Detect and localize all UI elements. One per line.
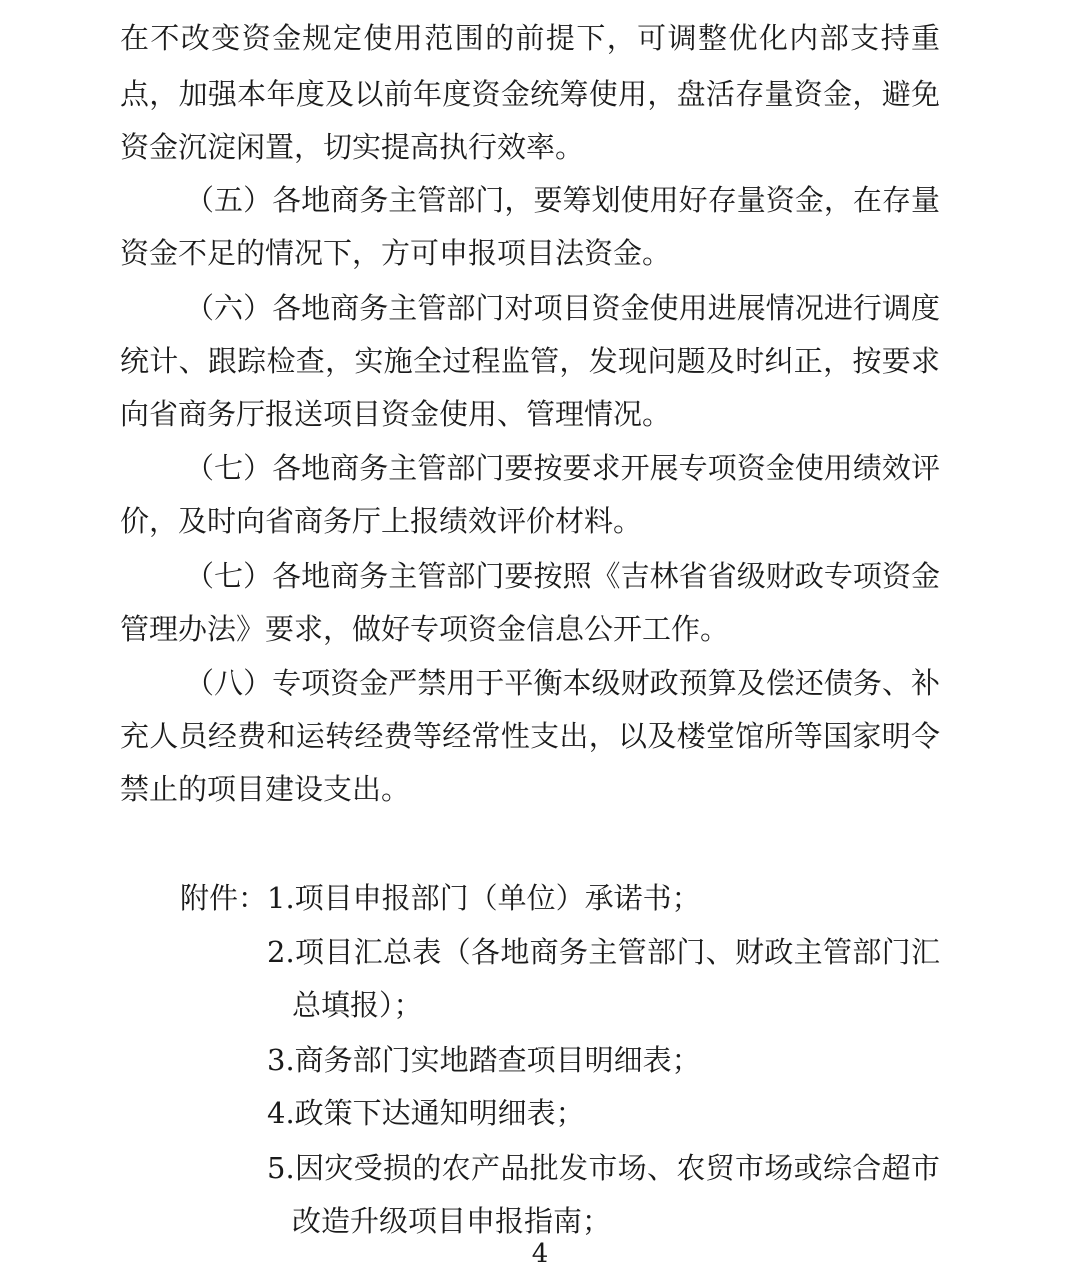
paragraph-6-line-2: 统计、跟踪检查，实施全过程监管，发现问题及时纠正，按要求: [120, 344, 940, 378]
paragraph-6-line-1: （六）各地商务主管部门对项目资金使用进展情况进行调度: [185, 291, 940, 325]
paragraph-6-line-3: 向省商务厅报送项目资金使用、管理情况。: [120, 397, 672, 431]
paragraph-8-line-2: 充人员经费和运转经费等经常性支出，以及楼堂馆所等国家明令: [120, 719, 940, 753]
paragraph-7b-line-1: （七）各地商务主管部门要按照《吉林省省级财政专项资金: [185, 559, 940, 593]
attachment-item-2: 2.项目汇总表（各地商务主管部门、财政主管部门汇: [267, 935, 940, 969]
paragraph-7a-line-2: 价，及时向省商务厅上报绩效评价材料。: [120, 504, 643, 538]
page-number: 4: [531, 1239, 549, 1269]
attachments-label: 附件：: [180, 881, 268, 915]
attachment-item-5-cont: 改造升级项目申报指南；: [292, 1204, 612, 1238]
paragraph-7b-line-2: 管理办法》要求，做好专项资金信息公开工作。: [120, 612, 730, 646]
paragraph-5-line-1: （五）各地商务主管部门，要筹划使用好存量资金，在存量: [185, 183, 940, 217]
body-line-2: 点，加强本年度及以前年度资金统筹使用，盘活存量资金，避免: [120, 77, 940, 111]
paragraph-8-line-3: 禁止的项目建设支出。: [120, 772, 411, 806]
body-line-1: 在不改变资金规定使用范围的前提下，可调整优化内部支持重: [120, 21, 940, 55]
paragraph-5-line-2: 资金不足的情况下，方可申报项目法资金。: [120, 236, 672, 270]
attachment-item-2-cont: 总填报）；: [292, 988, 423, 1022]
paragraph-7a-line-1: （七）各地商务主管部门要按要求开展专项资金使用绩效评: [185, 451, 940, 485]
attachment-item-3: 3.商务部门实地踏查项目明细表；: [267, 1043, 701, 1077]
attachment-item-4: 4.政策下达通知明细表；: [267, 1096, 585, 1130]
attachment-item-1: 1.项目申报部门（单位）承诺书；: [267, 881, 701, 915]
body-line-3: 资金沉淀闲置，切实提高执行效率。: [120, 130, 585, 164]
paragraph-8-line-1: （八）专项资金严禁用于平衡本级财政预算及偿还债务、补: [185, 666, 940, 700]
attachment-item-5: 5.因灾受损的农产品批发市场、农贸市场或综合超市: [267, 1151, 940, 1185]
